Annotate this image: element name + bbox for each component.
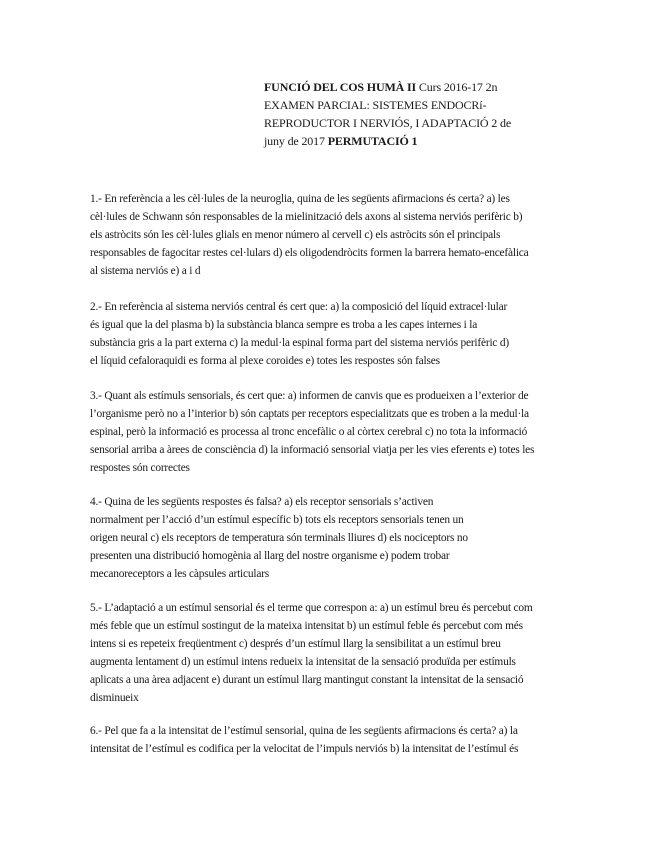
question-line: el líquid cefaloraquidi es forma al plexe coroides e) totes les respostes són falses [90, 355, 440, 367]
question-line: 4.- Quina de les següents respostes és falsa? a) els receptor sensorials s’activen [90, 496, 434, 508]
question-3 [90, 387, 620, 477]
question-5 [90, 599, 620, 707]
question-4 [90, 493, 620, 583]
question-2 [90, 298, 620, 370]
question-line: mecanoreceptors a les càpsules articulars [90, 568, 270, 580]
question-line: més feble que un estímul sostingut de la mateixa intensitat b) un estímul feble és percebut com més [90, 620, 523, 632]
question-1 [90, 190, 620, 280]
question-line: 1.- En referència a les cèl·lules de la neuroglia, quina de les següents afirmacions és certa? a) les [90, 193, 510, 205]
question-6 [90, 722, 620, 758]
question-line: cèl·lules de Schwann són responsables de la mielinització dels axons al sistema nerviós perifèric b) [90, 211, 523, 223]
question-line: intens si es repeteix freqüentment c) després d’un estímul llarg la sensibilitat a un estímul breu [90, 638, 501, 650]
question-line: espinal, però la informació es processa al tronc encefàlic o al còrtex cerebral c) no tota la informació [90, 426, 528, 438]
question-line: responsables de fagocitar restes cel·lulars d) els oligodendròcits formen la barrera hemato-encefàlica [90, 247, 529, 259]
question-line: els astròcits són les cèl·lules glials en menor número al cervell c) els astròcits són el principals [90, 229, 501, 241]
question-line: 5.- L’adaptació a un estímul sensorial és el terme que correspon a: a) un estímul breu és percebut com [90, 602, 533, 614]
question-line: substància gris a la part externa c) la medul·la espinal forma part del sistema nerviós perifèric d) [90, 337, 509, 349]
question-line: disminueix [90, 692, 139, 704]
permutation-label: PERMUTACIÓ 1 [327, 134, 418, 148]
exam-header [264, 78, 524, 150]
course-title: FUNCIÓ DEL COS HUMÀ II [264, 80, 417, 94]
question-line: és igual que la del plasma b) la substància blanca sempre es troba a les capes internes i la [90, 319, 478, 331]
question-line: sensorial arriba a àrees de consciència d) la informació sensorial viatja per les vies eferents e) totes les [90, 444, 535, 456]
question-line: augmenta lentament d) un estímul intens redueix la intensitat de la sensació produïda per estímuls [90, 656, 516, 668]
question-line: origen neural c) els receptors de temperatura són terminals lliures d) els nociceptors no [90, 532, 468, 544]
question-line: intensitat de l’estímul es codifica per la velocitat de l’impuls nerviós b) la intensitat de l’estímul és [90, 743, 519, 755]
question-line: l’organisme però no a l’interior b) són captats per receptors especialitzats que es troben a la medul·la [90, 408, 529, 420]
header-line-2: EXAMEN PARCIAL: SISTEMES ENDOCRí- [264, 98, 487, 112]
question-line: normalment per l’acció d’un estímul específic b) tots els receptors sensorials tenen un [90, 514, 464, 526]
question-line: al sistema nerviós e) a i d [90, 265, 201, 277]
question-line: presenten una distribució homogènia al llarg del nostre organisme e) podem trobar [90, 550, 450, 562]
header-line-1 [264, 78, 524, 96]
exam-date: juny de 2017 [264, 134, 328, 148]
header-line-3: REPRODUCTOR I NERVIÓS, I ADAPTACIÓ 2 de [264, 116, 512, 130]
question-line: 3.- Quant als estímuls sensorials, és cert que: a) informen de canvis que es produeixen a l’exterior de [90, 390, 529, 402]
course-year: Curs 2016-17 2n [416, 80, 498, 94]
question-line: respostes són correctes [90, 462, 190, 474]
question-line: aplicats a una àrea adjacent e) durant un estímul llarg mantingut constant la intensitat de la sensació [90, 674, 524, 686]
header-line-4 [264, 132, 524, 150]
question-line: 6.- Pel que fa a la intensitat de l’estímul sensorial, quina de les següents afirmacions és certa? a) la [90, 725, 518, 737]
question-line: 2.- En referència al sistema nerviós central és cert que: a) la composició del líquid extracel·lular [90, 301, 508, 313]
